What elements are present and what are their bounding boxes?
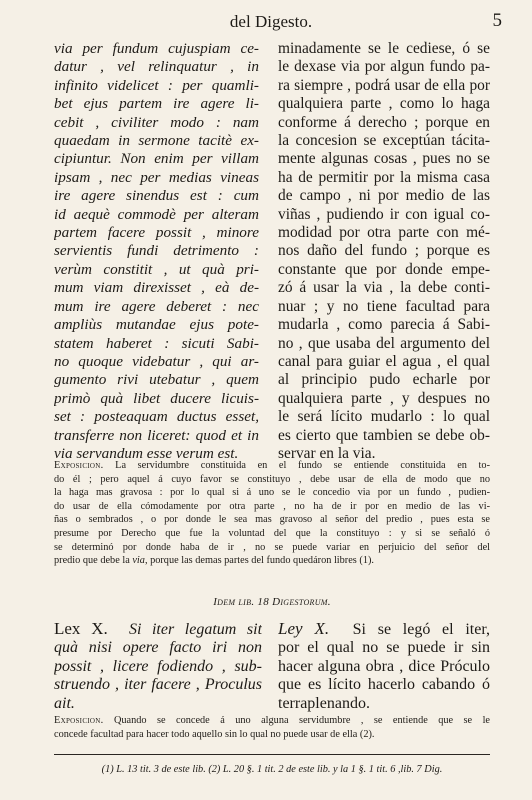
latin-line: datur , vel relinquatur , in (54, 58, 259, 76)
spanish-line: al principio pudo echarle por (278, 371, 490, 389)
latin-line: cebit , civiliter modo : nam (54, 113, 259, 131)
exposition-line: se determinó por donde haba de ir , no se puede variar en perjuicio del señor del (54, 541, 490, 553)
exposition-line (54, 554, 490, 568)
lex-latin-line: quà nisi opere facto iri non (54, 639, 262, 657)
spanish-line: zó á usar la via , la debe conti- (278, 279, 490, 297)
parallel-text-columns (54, 40, 490, 463)
exposition-line: concede facultad para hacer todo aquello sin lo qual no puede usar de ella (2). (54, 728, 375, 740)
latin-line: gumento rivi utebatur , quem (54, 371, 259, 389)
ley-spanish-line: hacer alguna obra , dice Próculo (278, 657, 490, 675)
exposition-line (54, 714, 490, 728)
spanish-line: viñas , pudiendo ir con igual co- (278, 205, 490, 223)
latin-line: cipiuntur. Non enim per villam (54, 150, 259, 168)
footnotes (54, 764, 490, 775)
spanish-line: ra siempre , podrá usar de ella por (278, 76, 490, 94)
spanish-line: de campo , ni por medio de las (278, 187, 490, 205)
spanish-line: le dexase via por algun fundo pa- (278, 58, 490, 76)
exposition-text: , porque las demas partes del fundo quedáron libres (1). (144, 555, 374, 567)
latin-line: statem haberet : sicuti Sabi- (54, 334, 259, 352)
exposition-line: presume por Derecho que fue la voluntad del que la constituyo : y si se señaló ó (54, 527, 490, 539)
ley-text: Si se legó el iter, (352, 621, 490, 638)
latin-line: servientis fundi detrimento : (54, 242, 259, 260)
latin-line: mum ire agere deberet : nec (54, 297, 259, 315)
spanish-line: qualquiera parte , como lo haga (278, 95, 490, 113)
exposition-line: ñas o sembrados , o por donde le sea mas gravoso al señor del predio , pues esta se (54, 514, 490, 526)
exposition-text: La servidumbre constituida en el fundo se entiende constituida en to- (115, 460, 490, 471)
lex-latin-line: possit , licere fodiendo , sub- (54, 657, 262, 675)
latin-line: partem facere possit , minore (54, 224, 259, 242)
latin-line: transferre non liceret: quod et in (54, 426, 259, 444)
latin-line: mum viam direxisset , eà de- (54, 279, 259, 297)
latin-line: infinito videlicet : per quamli- (54, 76, 259, 94)
exposition-emphasis: via (132, 555, 145, 567)
ley-spanish (278, 620, 490, 713)
latin-line: verùm constitit , ut quà pri- (54, 260, 259, 278)
ley-spanish-line: terraplenando. (278, 694, 370, 712)
ley-spanish-line: por el qual no se puede ir sin (278, 639, 490, 657)
spanish-line: la concesion se exceptúan tácita- (278, 132, 490, 150)
spanish-line: mente algunas cosas , pues no se (278, 150, 490, 168)
running-head (40, 10, 502, 34)
footnote-text: (1) L. 13 tit. 3 de este lib. (2) L. 20 §. 1 tit. 2 de este lib. y la 1 §. 1 tit. 6 ,lib. 7 Dig. (101, 764, 443, 775)
spanish-line: servar en la via. (278, 444, 376, 462)
spanish-line: canal para guiar el agua , el qual (278, 352, 490, 370)
ley-spanish-line: que es lícito hacerlo cabando ó (278, 676, 490, 694)
spanish-line: es cierto que tambien se debe ob- (278, 426, 490, 444)
spanish-line: nos daño del fundo ; porque es (278, 242, 490, 260)
exposition-commentary-2 (54, 714, 490, 741)
exposition-line: do él ; pero aquel á cuyo favor se constituyo , debe usar de ella de modo que no (54, 473, 490, 485)
ley-title: Ley X. (278, 620, 330, 638)
section-reference (54, 596, 490, 608)
spanish-line: constante que por donde empe- (278, 260, 490, 278)
spanish-line: qualquiera parte , y despues no (278, 389, 490, 407)
latin-line: set : posteaquam ductus esset, (54, 408, 259, 426)
latin-line: no quoque videbatur , qui ar- (54, 352, 259, 370)
latin-line: ipsam , nec per medias vineas (54, 168, 259, 186)
lex-title: Lex X. (54, 620, 108, 638)
exposition-label: Exposicion. (54, 460, 104, 471)
latin-column (54, 40, 259, 463)
ley-spanish-line (278, 620, 490, 639)
latin-line: bet ejus partem ire agere li- (54, 95, 259, 113)
latin-line: ampliùs mutandae ejus pote- (54, 316, 259, 334)
latin-line: ire agere sinendus est : cum (54, 187, 259, 205)
page-title: del Digesto. (229, 12, 313, 31)
latin-line: quaedam in sermone tacitè ex- (54, 132, 259, 150)
page-number: 5 (492, 10, 502, 31)
spanish-line: le será lícito mudarlo : lo qual (278, 408, 490, 426)
spanish-line: mudarla , como parecia á Sabi- (278, 316, 490, 334)
exposition-text: Quando se concede á uno alguna servidumbre , se entiende que se le (113, 715, 490, 726)
lex-columns (54, 620, 490, 713)
spanish-line: ha de permitir por la misma casa (278, 168, 490, 186)
footnote-divider (54, 754, 490, 755)
exposition-label: Exposicion. (54, 715, 104, 726)
exposition-line (54, 459, 490, 473)
lex-latin (54, 620, 262, 713)
spanish-line: nuar ; y no tiene facultad para (278, 297, 490, 315)
latin-line: via per fundum cujuspiam ce- (54, 40, 259, 57)
lex-latin-line: struendo , iter facere , Proculus (54, 676, 262, 694)
section-reference-text: Idem lib. 18 Digestorum. (213, 596, 331, 608)
exposition-line: do usar de ella cómodamente por otra parte , no ha de ir por en medio de las vi- (54, 500, 490, 512)
spanish-line: no , que usaba del argumento del (278, 334, 490, 352)
lex-text: Si iter legatum sit (128, 621, 262, 638)
spanish-line: conforme á derecho ; porque en (278, 113, 490, 131)
spanish-column (278, 40, 490, 463)
latin-line: via servandum esse verum est. (54, 444, 239, 462)
spanish-line: modidad por otra parte con mé- (278, 224, 490, 242)
latin-line: id aequè commodè per alteram (54, 205, 259, 223)
exposition-commentary (54, 459, 490, 568)
lex-latin-line: ait. (54, 694, 75, 712)
spanish-line: minadamente se le cediese, ó se (278, 40, 490, 57)
lex-latin-line (54, 620, 262, 639)
latin-line: primò quà libet ducere licuis- (54, 389, 259, 407)
exposition-text: predio que debe la (54, 555, 130, 567)
exposition-line: la haga mas gravosa : por lo qual si á uno se le concedio via por un fundo , pudien- (54, 487, 490, 499)
